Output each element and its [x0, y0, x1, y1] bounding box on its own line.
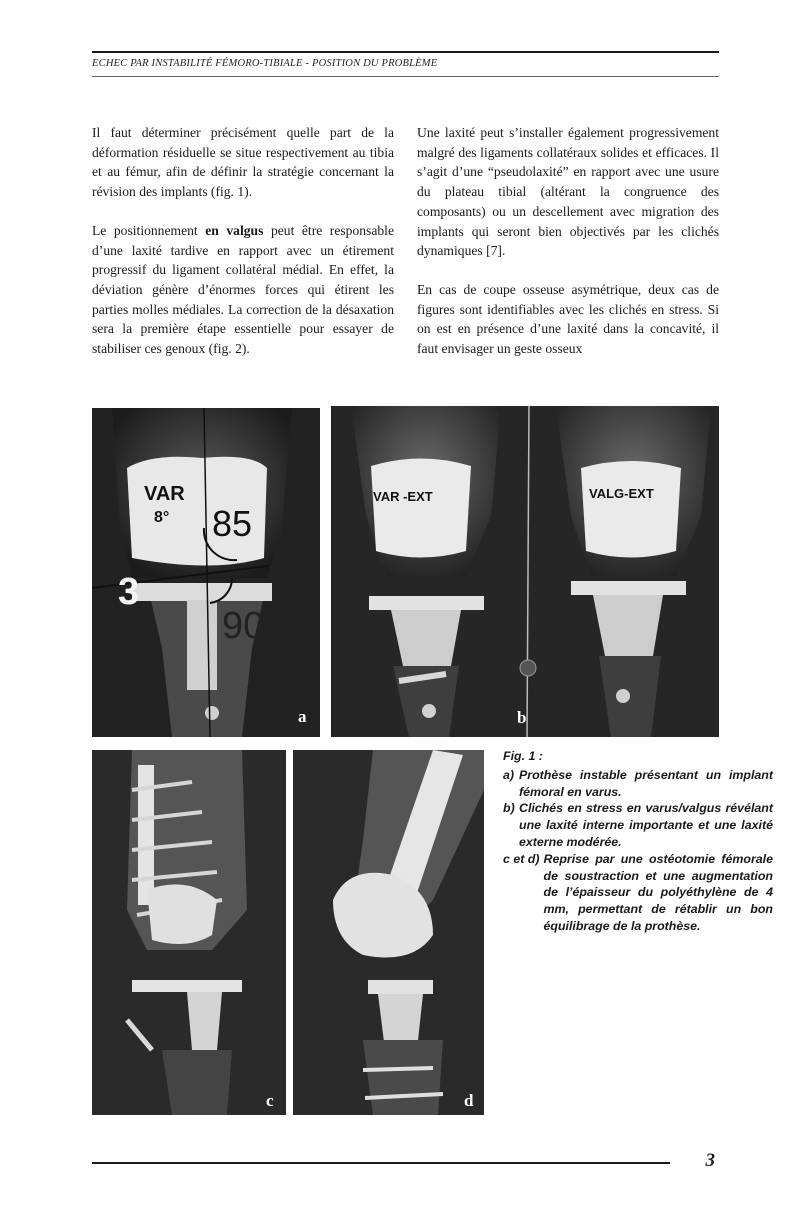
xray-a-offset-3: 3 [118, 571, 140, 613]
valgus-emphasis: en valgus [205, 222, 264, 238]
panel-label-a: a [298, 707, 307, 726]
xray-a-angle-85: 85 [212, 503, 253, 544]
xray-a-degree-text: 8° [154, 509, 170, 526]
right-column [417, 123, 719, 378]
page-number: 3 [705, 1150, 715, 1171]
panel-label-c: c [266, 1091, 274, 1110]
xray-a-image [92, 408, 320, 737]
xray-panel-b [331, 406, 719, 737]
xray-panel-d [293, 750, 484, 1115]
left-paragraph-1: Il faut déterminer précisément quelle part de la déformation résiduelle se situe respectivement au tibia et au fémur, afin de définir la stratégie concernant la révision des implants (fig. 1). [92, 125, 394, 200]
caption-item-b: b) Clichés en stress en varus/valgus révélant une laxité interne importante et une laxité externe modérée. [503, 801, 773, 849]
caption-title: Fig. 1 : [503, 749, 543, 763]
caption-item-a: a) Prothèse instable présentant un implant fémoral en varus. [503, 767, 773, 799]
footer-rule [92, 1162, 670, 1164]
xray-c-image [92, 750, 286, 1115]
running-title: ECHEC PAR INSTABILITÉ FÉMORO-TIBIALE - POSITION DU PROBLÈME [92, 58, 438, 69]
right-paragraph-2: En cas de coupe osseuse asymétrique, deux cas de figures sont identifiables avec les clichés en stress. Si on est en présence d’une laxité dans la concavité, il faut envisager un geste osseux [417, 281, 719, 357]
xray-panel-a [92, 408, 320, 737]
figure-caption [503, 748, 773, 935]
right-paragraph-1: Une laxité peut s’installer également progressivement malgré des ligaments collatéraux solides et efficaces. Il s’agit d’une “pseudolaxité” en rapport avec une usure du plateau tibial (altérant la congruence des composants) ou un descellement avec migration des implants qui seront bien objectivés par les clichés dynamiques [7]. [417, 125, 719, 259]
xray-a-angle-90: 90 [222, 605, 265, 647]
header-bottom-rule [92, 76, 719, 77]
header-top-rule [92, 51, 719, 53]
xray-b-left-label: VAR -EXT [373, 489, 433, 504]
left-column [92, 123, 394, 378]
xray-d-image [293, 750, 484, 1115]
xray-b-image [331, 406, 719, 737]
caption-item-cd: c et d) Reprise par une ostéotomie fémorale de soustraction et une augmentation de l’épaisseur du polyéthylène de 4 mm, permettant de rétablir un bon équilibrage de la prothèse. [503, 851, 773, 933]
left-paragraph-2: Le positionnement en valgus peut être responsable d’une laxité tardive en rapport avec un étirement progressif du ligament collatéral médial. En effet, la déviation génère d’énormes forces qui étirent les parties molles médiales. La correction de la désaxation sera la première étape essentielle pour essayer de stabiliser ces genoux (fig. 2). [92, 222, 394, 357]
panel-label-b: b [517, 708, 527, 727]
xray-b-right-label: VALG-EXT [589, 486, 654, 501]
panel-label-d: d [464, 1091, 474, 1110]
xray-a-var-text: VAR [144, 483, 185, 505]
xray-panel-c [92, 750, 286, 1115]
